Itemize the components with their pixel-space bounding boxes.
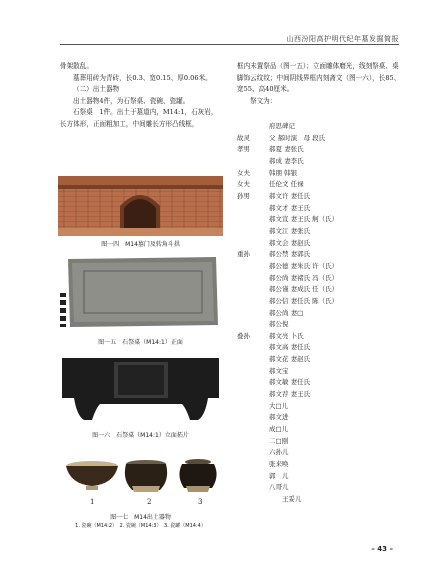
- epitaph-relation: [237, 494, 269, 506]
- epitaph-line: [237, 226, 407, 238]
- epitaph-names: 韩朋 韩银: [269, 168, 298, 177]
- epitaph-relation: 孝男: [237, 145, 250, 154]
- epitaph-line: [237, 331, 407, 343]
- epitaph-names: 二□刚: [269, 436, 289, 445]
- left-text-column: [60, 61, 223, 131]
- epitaph-line: [237, 308, 407, 320]
- epitaph-line: [237, 389, 407, 401]
- epitaph-names: 郝文花 妻赵氏: [269, 355, 311, 364]
- paragraph: 墓葬用砖为青砖，长0.3、宽0.15、厚0.06米。: [73, 73, 212, 82]
- epitaph-line: [237, 412, 407, 424]
- epitaph-relation: [237, 261, 269, 273]
- epitaph-names: 郝公信 妻任氏 陈（氏）: [269, 296, 339, 305]
- epitaph-relation: [237, 121, 269, 133]
- epitaph-names: 郝公倪: [269, 320, 289, 329]
- figure-caption: 图一六 石祭桌（M14:1）立面拓片: [92, 432, 189, 439]
- stone-table-rubbing: [58, 354, 223, 424]
- right-text-column: [237, 61, 401, 107]
- epitaph-names: 郝文荐 妻王氏: [269, 390, 311, 399]
- epitaph-names: 郝公尚 妻褚氏 冯（氏）: [269, 273, 339, 282]
- epitaph-names: 郝夏 妻张氏: [269, 145, 304, 154]
- epitaph-names: 六孙儿: [269, 448, 289, 457]
- epitaph-relation: 重孙: [237, 250, 250, 259]
- epitaph-line: [237, 144, 407, 156]
- tomb-door-photo: [58, 176, 223, 236]
- epitaph-relation: [237, 482, 269, 494]
- epitaph-line: [237, 273, 407, 285]
- epitaph-names: 郝文许 妻任氏: [269, 191, 311, 200]
- epitaph-relation: [237, 203, 269, 215]
- epitaph-line: [237, 191, 407, 203]
- epitaph-relation: 叠孙: [237, 331, 250, 340]
- epitaph-line: [237, 436, 407, 448]
- epitaph-names: 郝文敏 妻任氏: [269, 378, 311, 387]
- epitaph-line: [237, 482, 407, 494]
- epitaph-line: [237, 179, 407, 191]
- epitaph-line: [237, 354, 407, 366]
- epitaph-relation: [237, 319, 269, 331]
- epitaph-line: [237, 494, 407, 506]
- header-rule: [60, 44, 399, 45]
- epitaph-names: 郭 儿: [269, 471, 289, 480]
- epitaph-names: 郝公德 妻朱氏 许（氏）: [269, 261, 339, 270]
- epitaph-line: [237, 459, 407, 471]
- epitaph-relation: [237, 459, 269, 471]
- epitaph-line: [237, 133, 407, 145]
- epitaph-line: [237, 377, 407, 389]
- vessel-label: 2: [147, 498, 152, 506]
- epitaph-line: [237, 121, 407, 133]
- figure-caption: 图一五 石祭桌（M14:1）正面: [98, 339, 183, 346]
- epitaph-line: [237, 401, 407, 413]
- epitaph-names: 大□儿: [269, 401, 289, 410]
- paragraph: 框内未置祭品（图一五）；立面雕体磨光，线刻祭桌、桌脚饰云纹纹；中间阴线界框内刻斋文（图一六），长85、宽55、高40厘米。: [237, 62, 401, 94]
- epitaph-line: [237, 366, 407, 378]
- epitaph-names: 府思碑记: [269, 122, 295, 130]
- epitaph-line: [237, 261, 407, 273]
- epitaph-names: 郝成 妻李氏: [269, 156, 304, 165]
- epitaph-names: 八哥儿: [269, 483, 289, 492]
- epitaph-relation: [237, 377, 269, 389]
- epitaph-line: [237, 296, 407, 308]
- epitaph-names: 郝文江 妻张氏: [269, 226, 311, 235]
- epitaph-relation: [237, 436, 269, 448]
- epitaph-names: 郝文进: [269, 413, 289, 422]
- page-number: – 43 –: [371, 545, 393, 553]
- epitaph-names: 父 郝时演 母 段氏: [269, 133, 326, 142]
- epitaph-names: 郝文亮 卜氏: [269, 331, 304, 340]
- epitaph-line: [237, 249, 407, 261]
- paragraph: 祭文为：: [250, 96, 277, 105]
- epitaph-relation: [237, 273, 269, 285]
- epitaph-names: 王妥儿: [269, 495, 302, 503]
- epitaph-names: 郝文高 妻任氏: [269, 343, 311, 352]
- epitaph-line: [237, 319, 407, 331]
- epitaph-line: [237, 424, 407, 436]
- epitaph-line: [237, 214, 407, 226]
- epitaph-names: 郝公谨 妻成氏 任（氏）: [269, 285, 339, 294]
- epitaph-line: [237, 342, 407, 354]
- running-header: 山西汾阳高护明代纪年墓发掘简报: [286, 35, 399, 43]
- epitaph-names: 成□儿: [269, 425, 289, 434]
- epitaph-relation: [237, 214, 269, 226]
- epitaph-names: 郝文才 妻王氏: [269, 203, 311, 212]
- epitaph-line: [237, 168, 407, 180]
- epitaph-relation: [237, 447, 269, 459]
- epitaph-relation: 女夫: [237, 168, 250, 177]
- stone-table-photo: [58, 253, 223, 331]
- figure-caption: 图一四 M14墓门及转角斗拱: [101, 241, 180, 248]
- section-heading: （二）出土器物: [73, 85, 120, 94]
- epitaph-line: [237, 203, 407, 215]
- vessel-label: 1: [90, 498, 95, 506]
- epitaph-relation: [237, 284, 269, 296]
- epitaph-list: [237, 121, 407, 506]
- epitaph-names: 任伦文 任禄: [269, 180, 304, 189]
- figure-caption: 图一七 M14出土器物: [110, 514, 171, 521]
- epitaph-line: [237, 447, 407, 459]
- epitaph-names: 郝文宣 妻王氏 舸（氏）: [269, 215, 339, 224]
- epitaph-relation: [237, 412, 269, 424]
- epitaph-line: [237, 471, 407, 483]
- epitaph-relation: [237, 296, 269, 308]
- epitaph-line: [237, 156, 407, 168]
- epitaph-line: [237, 284, 407, 296]
- epitaph-names: 郝文会 妻赵氏: [269, 238, 311, 247]
- epitaph-relation: [237, 471, 269, 483]
- epitaph-relation: 故灵: [237, 133, 250, 142]
- paragraph: 石祭桌 1件。出土于墓道内，M14:1，石灰岩，长方体形，正面粗加工，中间雕长方形凸线框，: [60, 108, 218, 128]
- epitaph-relation: [237, 308, 269, 320]
- vessel-label: 3: [198, 498, 203, 506]
- epitaph-relation: [237, 401, 269, 413]
- epitaph-names: 张来唤: [269, 460, 289, 469]
- epitaph-names: 郝文宝: [269, 366, 289, 375]
- figure-subcaption: 1. 瓷碗（M14:2） 2. 瓷碗（M14:3） 3. 瓷罐（M14:4）: [75, 523, 206, 529]
- epitaph-relation: [237, 342, 269, 354]
- epitaph-line: [237, 238, 407, 250]
- paragraph: 出土器物4件，为石祭桌、瓷碗、瓷罐。: [73, 96, 190, 105]
- epitaph-names: 郝公尚 妻□: [269, 308, 304, 317]
- epitaph-relation: [237, 424, 269, 436]
- epitaph-relation: [237, 354, 269, 366]
- epitaph-relation: [237, 226, 269, 238]
- epitaph-relation: [237, 156, 269, 168]
- epitaph-relation: [237, 389, 269, 401]
- epitaph-relation: 女夫: [237, 180, 250, 189]
- paragraph: 骨架散乱。: [60, 62, 93, 70]
- epitaph-names: 郝公禁 妻郭氏: [269, 250, 311, 259]
- epitaph-relation: [237, 366, 269, 378]
- epitaph-relation: [237, 238, 269, 250]
- epitaph-relation: 孙男: [237, 191, 250, 200]
